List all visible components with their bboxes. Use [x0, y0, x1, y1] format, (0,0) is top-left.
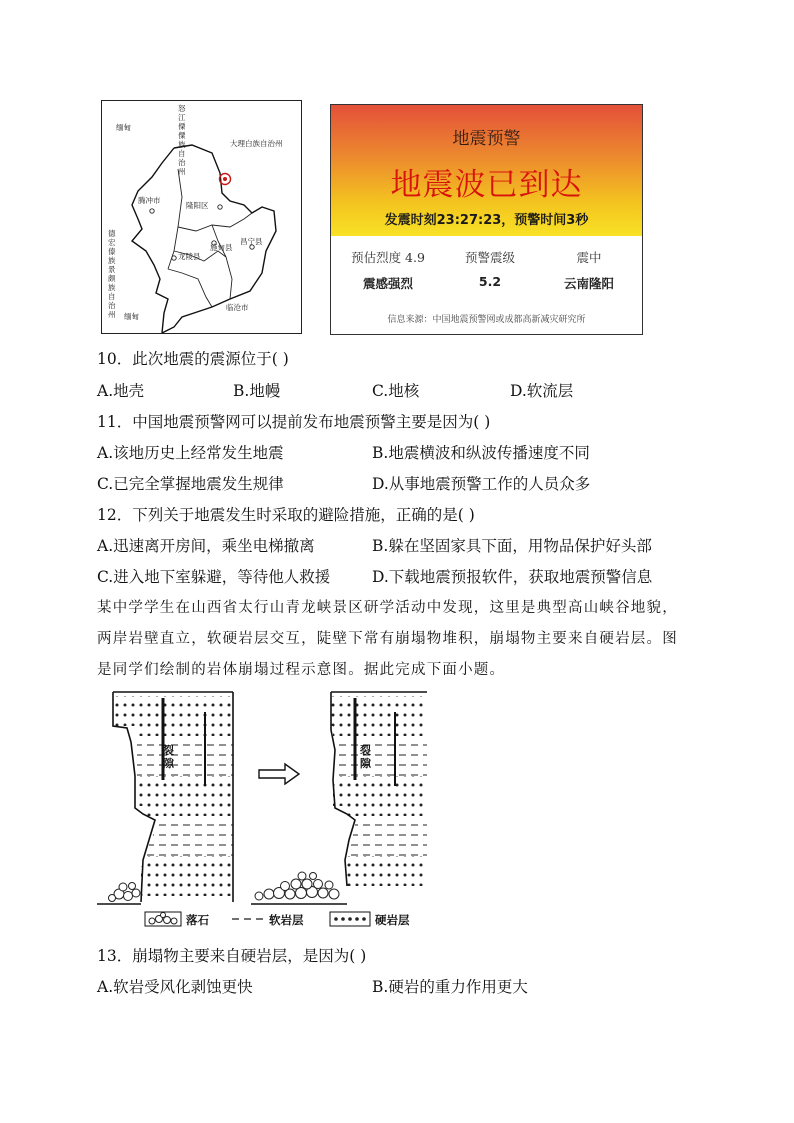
fallen-rocks-before — [109, 883, 141, 902]
map-label-myanmar-top: 缅甸 — [116, 123, 131, 132]
warning-time-line: 发震时刻23:27:23，预警时间3秒 — [384, 213, 589, 228]
map-label-lincang: 临沧市 — [226, 303, 249, 312]
crack-label-after: 裂隙 — [360, 744, 371, 770]
legend-hard-rock-label: 硬岩层 — [375, 913, 410, 927]
rock-collapse-diagram — [97, 690, 427, 932]
process-arrow-icon — [259, 764, 299, 784]
map-label-tengchong: 腾冲市 — [138, 196, 161, 205]
question-12-option-c: C.进入地下室躲避，等待他人救援 — [97, 568, 331, 586]
question-10-stem: 10．此次地震的震源位于( ) — [97, 350, 289, 368]
intro-line-2: 两岸岩壁直立，软硬岩层交互，陡壁下常有崩塌物堆积，崩塌物主要来自硬岩层。图 — [97, 631, 678, 647]
question-12-stem: 12．下列关于地震发生时采取的避险措施，正确的是( ) — [97, 506, 475, 524]
epicenter-label: 震中 — [576, 250, 602, 265]
intensity-value: 震感强烈 — [362, 276, 413, 291]
question-13-option-a: A.软岩受风化剥蚀更快 — [97, 978, 253, 996]
question-11-option-a: A.该地历史上经常发生地震 — [97, 444, 284, 462]
map-label-changning: 昌宁县 — [240, 237, 263, 246]
map-label-myanmar-bottom: 缅甸 — [124, 312, 139, 321]
question-13-option-b: B.硬岩的重力作用更大 — [372, 978, 528, 996]
rock-block-after — [251, 692, 427, 904]
warning-headline: 地震波已到达 — [390, 167, 583, 203]
question-12-option-b: B.躲在坚固家具下面，用物品保护好头部 — [372, 537, 652, 555]
question-10-option-d: D.软流层 — [510, 382, 574, 400]
rock-collapse-figure — [97, 690, 427, 932]
question-10-option-b: B.地幔 — [233, 382, 281, 400]
legend-fallen-rock-symbol — [145, 912, 181, 926]
question-12-option-d: D.下载地震预报软件，获取地震预警信息 — [372, 568, 653, 586]
warning-source: 信息来源：中国地震预警网或成都高新减灾研究所 — [387, 315, 586, 325]
warning-title: 地震预警 — [452, 129, 521, 149]
map-label-longyang: 隆阳区 — [186, 201, 209, 210]
question-13-stem: 13．崩塌物主要来自硬岩层，是因为( ) — [97, 947, 367, 965]
intro-line-1: 某中学学生在山西省太行山青龙峡景区研学活动中发现，这里是典型高山峡谷地貌， — [97, 600, 678, 616]
legend-fallen-rock-label: 落石 — [186, 913, 209, 927]
map-label-dali: 大理白族自治州 — [230, 139, 283, 148]
map-label-nujiang: 怒江傈僳族自治州 — [178, 104, 186, 176]
legend-hard-rock-symbol — [330, 912, 370, 926]
earthquake-warning-card — [330, 104, 643, 335]
intensity-label: 预估烈度 4.9 — [351, 250, 425, 265]
legend-soft-rock-label: 软岩层 — [269, 913, 304, 927]
fallen-rocks-after — [255, 872, 339, 900]
map-label-dehong: 德宏傣族景颇族自治州 — [108, 229, 116, 319]
map-boundaries — [102, 101, 301, 333]
epicenter-value: 云南隆阳 — [563, 276, 614, 291]
map-label-longling: 龙陵县 — [178, 252, 201, 261]
location-map — [101, 100, 302, 334]
question-11-stem: 11．中国地震预警网可以提前发布地震预警主要是因为( ) — [97, 413, 491, 431]
question-10-option-c: C.地核 — [372, 382, 420, 400]
question-11-option-b: B.地震横波和纵波传播速度不同 — [372, 444, 590, 462]
magnitude-label: 预警震级 — [464, 250, 515, 265]
magnitude-value: 5.2 — [478, 274, 502, 289]
rock-block-before — [97, 692, 233, 904]
question-11-option-d: D.从事地震预警工作的人员众多 — [372, 475, 591, 493]
map-label-shidian: 施甸县 — [210, 243, 233, 252]
question-12-option-a: A.迅速离开房间，乘坐电梯撤离 — [97, 537, 315, 555]
question-10-option-a: A.地壳 — [97, 382, 145, 400]
question-11-option-c: C.已完全掌握地震发生规律 — [97, 475, 284, 493]
intro-line-3: 是同学们绘制的岩体崩塌过程示意图。据此完成下面小题。 — [97, 662, 506, 678]
crack-label-before: 裂隙 — [163, 744, 174, 770]
